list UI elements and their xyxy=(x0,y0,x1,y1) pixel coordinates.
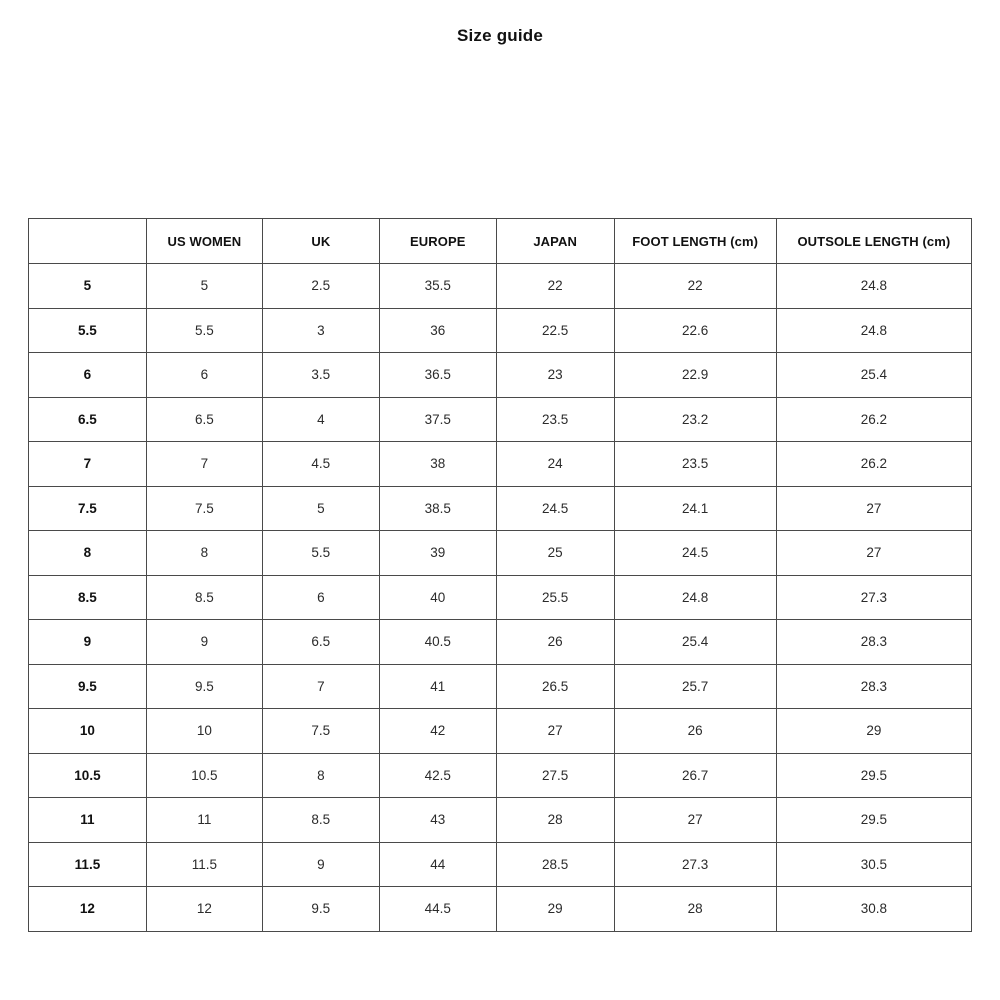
table-cell: 28.5 xyxy=(496,842,614,887)
row-label-cell: 11 xyxy=(29,798,147,843)
table-cell: 3.5 xyxy=(262,353,379,398)
table-cell: 22 xyxy=(496,264,614,309)
table-cell: 25.5 xyxy=(496,575,614,620)
table-cell: 4.5 xyxy=(262,442,379,487)
row-label-cell: 10.5 xyxy=(29,753,147,798)
table-cell: 2.5 xyxy=(262,264,379,309)
table-cell: 27 xyxy=(496,709,614,754)
table-row xyxy=(29,753,972,798)
table-cell: 29.5 xyxy=(776,753,971,798)
table-row xyxy=(29,264,972,309)
table-cell: 26 xyxy=(614,709,776,754)
table-cell: 9.5 xyxy=(146,664,262,709)
table-header xyxy=(29,219,972,264)
table-cell: 40.5 xyxy=(379,620,496,665)
table-cell: 29 xyxy=(496,887,614,932)
table-cell: 36 xyxy=(379,308,496,353)
table-cell: 23.5 xyxy=(496,397,614,442)
row-label-cell: 8.5 xyxy=(29,575,147,620)
table-cell: 26 xyxy=(496,620,614,665)
table-row xyxy=(29,664,972,709)
table-cell: 35.5 xyxy=(379,264,496,309)
row-label-cell: 6 xyxy=(29,353,147,398)
table-cell: 27 xyxy=(614,798,776,843)
table-cell: 6.5 xyxy=(146,397,262,442)
table-cell: 23.5 xyxy=(614,442,776,487)
header-cell-uk: UK xyxy=(262,219,379,264)
table-cell: 25 xyxy=(496,531,614,576)
table-cell: 28.3 xyxy=(776,664,971,709)
table-cell: 24.8 xyxy=(614,575,776,620)
table-row xyxy=(29,887,972,932)
size-guide-table xyxy=(28,218,972,932)
table-row xyxy=(29,486,972,531)
table-cell: 26.2 xyxy=(776,397,971,442)
table-cell: 22.5 xyxy=(496,308,614,353)
table-cell: 8 xyxy=(262,753,379,798)
table-cell: 4 xyxy=(262,397,379,442)
table-cell: 8.5 xyxy=(146,575,262,620)
table-cell: 39 xyxy=(379,531,496,576)
table-cell: 7 xyxy=(146,442,262,487)
table-cell: 8.5 xyxy=(262,798,379,843)
table-cell: 7.5 xyxy=(146,486,262,531)
table-row xyxy=(29,531,972,576)
table-cell: 3 xyxy=(262,308,379,353)
table-cell: 26.5 xyxy=(496,664,614,709)
header-cell-size-label xyxy=(29,219,147,264)
header-row xyxy=(29,219,972,264)
table-cell: 27.5 xyxy=(496,753,614,798)
table-cell: 7.5 xyxy=(262,709,379,754)
row-label-cell: 12 xyxy=(29,887,147,932)
table-cell: 27 xyxy=(776,486,971,531)
table-cell: 5 xyxy=(262,486,379,531)
row-label-cell: 5.5 xyxy=(29,308,147,353)
table-cell: 27 xyxy=(776,531,971,576)
table-cell: 40 xyxy=(379,575,496,620)
header-cell-europe: EUROPE xyxy=(379,219,496,264)
row-label-cell: 9 xyxy=(29,620,147,665)
table-cell: 11 xyxy=(146,798,262,843)
table-cell: 30.5 xyxy=(776,842,971,887)
table-cell: 11.5 xyxy=(146,842,262,887)
table-cell: 23.2 xyxy=(614,397,776,442)
table-cell: 29.5 xyxy=(776,798,971,843)
table-cell: 22.9 xyxy=(614,353,776,398)
table-cell: 36.5 xyxy=(379,353,496,398)
table-cell: 9 xyxy=(262,842,379,887)
table-cell: 26.2 xyxy=(776,442,971,487)
table-cell: 30.8 xyxy=(776,887,971,932)
table-cell: 29 xyxy=(776,709,971,754)
table-cell: 6.5 xyxy=(262,620,379,665)
row-label-cell: 6.5 xyxy=(29,397,147,442)
table-row xyxy=(29,620,972,665)
table-cell: 9.5 xyxy=(262,887,379,932)
table-cell: 37.5 xyxy=(379,397,496,442)
row-label-cell: 5 xyxy=(29,264,147,309)
table-row xyxy=(29,842,972,887)
table-cell: 27.3 xyxy=(614,842,776,887)
table-cell: 41 xyxy=(379,664,496,709)
table-cell: 27.3 xyxy=(776,575,971,620)
row-label-cell: 7 xyxy=(29,442,147,487)
table-cell: 24.5 xyxy=(496,486,614,531)
table-body xyxy=(29,264,972,932)
table-cell: 42 xyxy=(379,709,496,754)
header-cell-foot-length: FOOT LENGTH (cm) xyxy=(614,219,776,264)
table-cell: 43 xyxy=(379,798,496,843)
table-cell: 25.7 xyxy=(614,664,776,709)
row-label-cell: 10 xyxy=(29,709,147,754)
table-row xyxy=(29,308,972,353)
table-cell: 26.7 xyxy=(614,753,776,798)
row-label-cell: 7.5 xyxy=(29,486,147,531)
row-label-cell: 9.5 xyxy=(29,664,147,709)
table-cell: 8 xyxy=(146,531,262,576)
table-row xyxy=(29,575,972,620)
table-cell: 24.5 xyxy=(614,531,776,576)
header-cell-outsole-length: OUTSOLE LENGTH (cm) xyxy=(776,219,971,264)
table-cell: 9 xyxy=(146,620,262,665)
table-cell: 5.5 xyxy=(146,308,262,353)
table-cell: 10.5 xyxy=(146,753,262,798)
table-cell: 42.5 xyxy=(379,753,496,798)
table-cell: 38.5 xyxy=(379,486,496,531)
table-row xyxy=(29,709,972,754)
table-cell: 25.4 xyxy=(614,620,776,665)
table-cell: 24.1 xyxy=(614,486,776,531)
table-cell: 6 xyxy=(146,353,262,398)
table-row xyxy=(29,353,972,398)
table-cell: 22 xyxy=(614,264,776,309)
table-cell: 24.8 xyxy=(776,308,971,353)
table-cell: 24 xyxy=(496,442,614,487)
table-cell: 28.3 xyxy=(776,620,971,665)
table-cell: 44 xyxy=(379,842,496,887)
table-cell: 10 xyxy=(146,709,262,754)
table-cell: 24.8 xyxy=(776,264,971,309)
table-cell: 23 xyxy=(496,353,614,398)
row-label-cell: 8 xyxy=(29,531,147,576)
page-title: Size guide xyxy=(456,26,544,45)
table-cell: 7 xyxy=(262,664,379,709)
table-cell: 5 xyxy=(146,264,262,309)
table-row xyxy=(29,798,972,843)
table-cell: 12 xyxy=(146,887,262,932)
table-cell: 22.6 xyxy=(614,308,776,353)
table-row xyxy=(29,442,972,487)
table-cell: 38 xyxy=(379,442,496,487)
table-cell: 5.5 xyxy=(262,531,379,576)
table-row xyxy=(29,397,972,442)
table-cell: 28 xyxy=(496,798,614,843)
table-cell: 6 xyxy=(262,575,379,620)
table-cell: 28 xyxy=(614,887,776,932)
header-cell-japan: JAPAN xyxy=(496,219,614,264)
table-cell: 44.5 xyxy=(379,887,496,932)
row-label-cell: 11.5 xyxy=(29,842,147,887)
table-cell: 25.4 xyxy=(776,353,971,398)
header-cell-us-women: US WOMEN xyxy=(146,219,262,264)
